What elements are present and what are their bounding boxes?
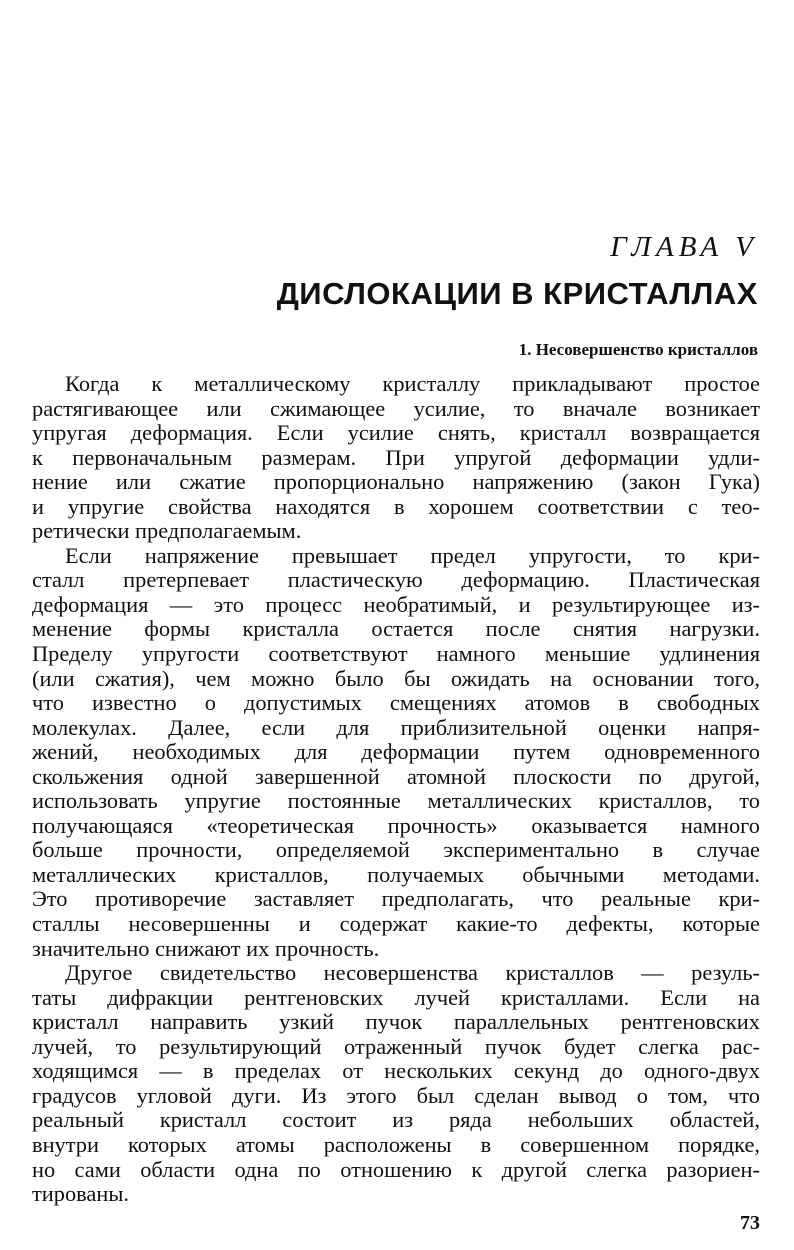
text-line: молекулах. Далее, если для приблизительной оценки напря-	[32, 714, 760, 740]
text-line: получающаяся «теоретическая прочность» оказывается намного	[32, 812, 760, 838]
text-line: но сами области одна по отношению к другой слегка разориен-	[32, 1156, 760, 1182]
text-line: деформация — это процесс необратимый, и результирующее из-	[32, 591, 760, 617]
text-line: нение или сжатие пропорционально напряжению (закон Гука)	[32, 469, 760, 495]
text-line: Пределу упругости соответствуют намного меньшие удлинения	[32, 641, 760, 667]
text-line: менение формы кристалла остается после снятия нагрузки.	[32, 616, 760, 642]
text-line: внутри которых атомы расположены в совершенном порядке,	[32, 1131, 760, 1157]
text-line: сталл претерпевает пластическую деформацию. Пластическая	[32, 567, 760, 593]
text-line: градусов угловой дуги. Из этого был сделан вывод о том, что	[32, 1082, 760, 1108]
paragraph	[32, 544, 760, 961]
text-line: кристалл направить узкий пучок параллельных рентгеновских	[32, 1009, 760, 1035]
text-line: (или сжатия), чем можно было бы ожидать на основании того,	[32, 665, 760, 691]
text-line: больше прочности, определяемой экспериментально в случае	[32, 837, 760, 863]
chapter-label: ГЛАВА V	[610, 231, 758, 263]
text-line: Это противоречие заставляет предполагать, что реальные кри-	[32, 886, 760, 912]
text-line: сталлы несовершенны и содержат какие-то дефекты, которые	[32, 911, 760, 937]
text-line: значительно снижают их прочность.	[32, 935, 380, 961]
text-line: что известно о допустимых смещениях атомов в свободных	[32, 690, 760, 716]
text-line: к первоначальным размерам. При упругой деформации удли-	[32, 444, 760, 470]
text-line: таты дифракции рентгеновских лучей кристаллами. Если на	[32, 984, 760, 1010]
text-line: Если напряжение превышает предел упругости, то кри-	[65, 542, 760, 568]
text-line: реальный кристалл состоит из ряда небольших областей,	[32, 1107, 760, 1133]
chapter-title: ДИСЛОКАЦИИ В КРИСТАЛЛАХ	[276, 276, 758, 311]
page-number: 73	[740, 1212, 760, 1234]
text-line: упругая деформация. Если усилие снять, кристалл возвращается	[32, 420, 760, 446]
text-line: и упругие свойства находятся в хорошем соответствии с тео-	[32, 493, 760, 519]
section-heading: 1. Несовершенство кристаллов	[518, 340, 758, 359]
text-line: металлических кристаллов, получаемых обычными методами.	[32, 861, 760, 887]
text-line: Когда к металлическому кристаллу прикладывают простое	[65, 371, 760, 396]
text-line: ретически предполагаемым.	[32, 518, 302, 544]
paragraph	[32, 372, 760, 544]
text-line: лучей, то результирующий отраженный пучок будет слегка рас-	[32, 1033, 760, 1059]
text-line: растягивающее или сжимающее усилие, то вначале возникает	[32, 395, 760, 421]
text-line: скольжения одной завершенной атомной плоскости по другой,	[32, 763, 760, 789]
body-text	[32, 372, 760, 1207]
text-line: жений, необходимых для деформации путем одновременного	[32, 739, 760, 765]
text-line: Другое свидетельство несовершенства кристаллов — резуль-	[65, 960, 760, 986]
text-line: тированы.	[32, 1181, 129, 1207]
text-line: использовать упругие постоянные металлических кристаллов, то	[32, 788, 760, 814]
text-line: ходящимся — в пределах от нескольких секунд до одного-двух	[32, 1058, 760, 1084]
paragraph	[32, 961, 760, 1206]
